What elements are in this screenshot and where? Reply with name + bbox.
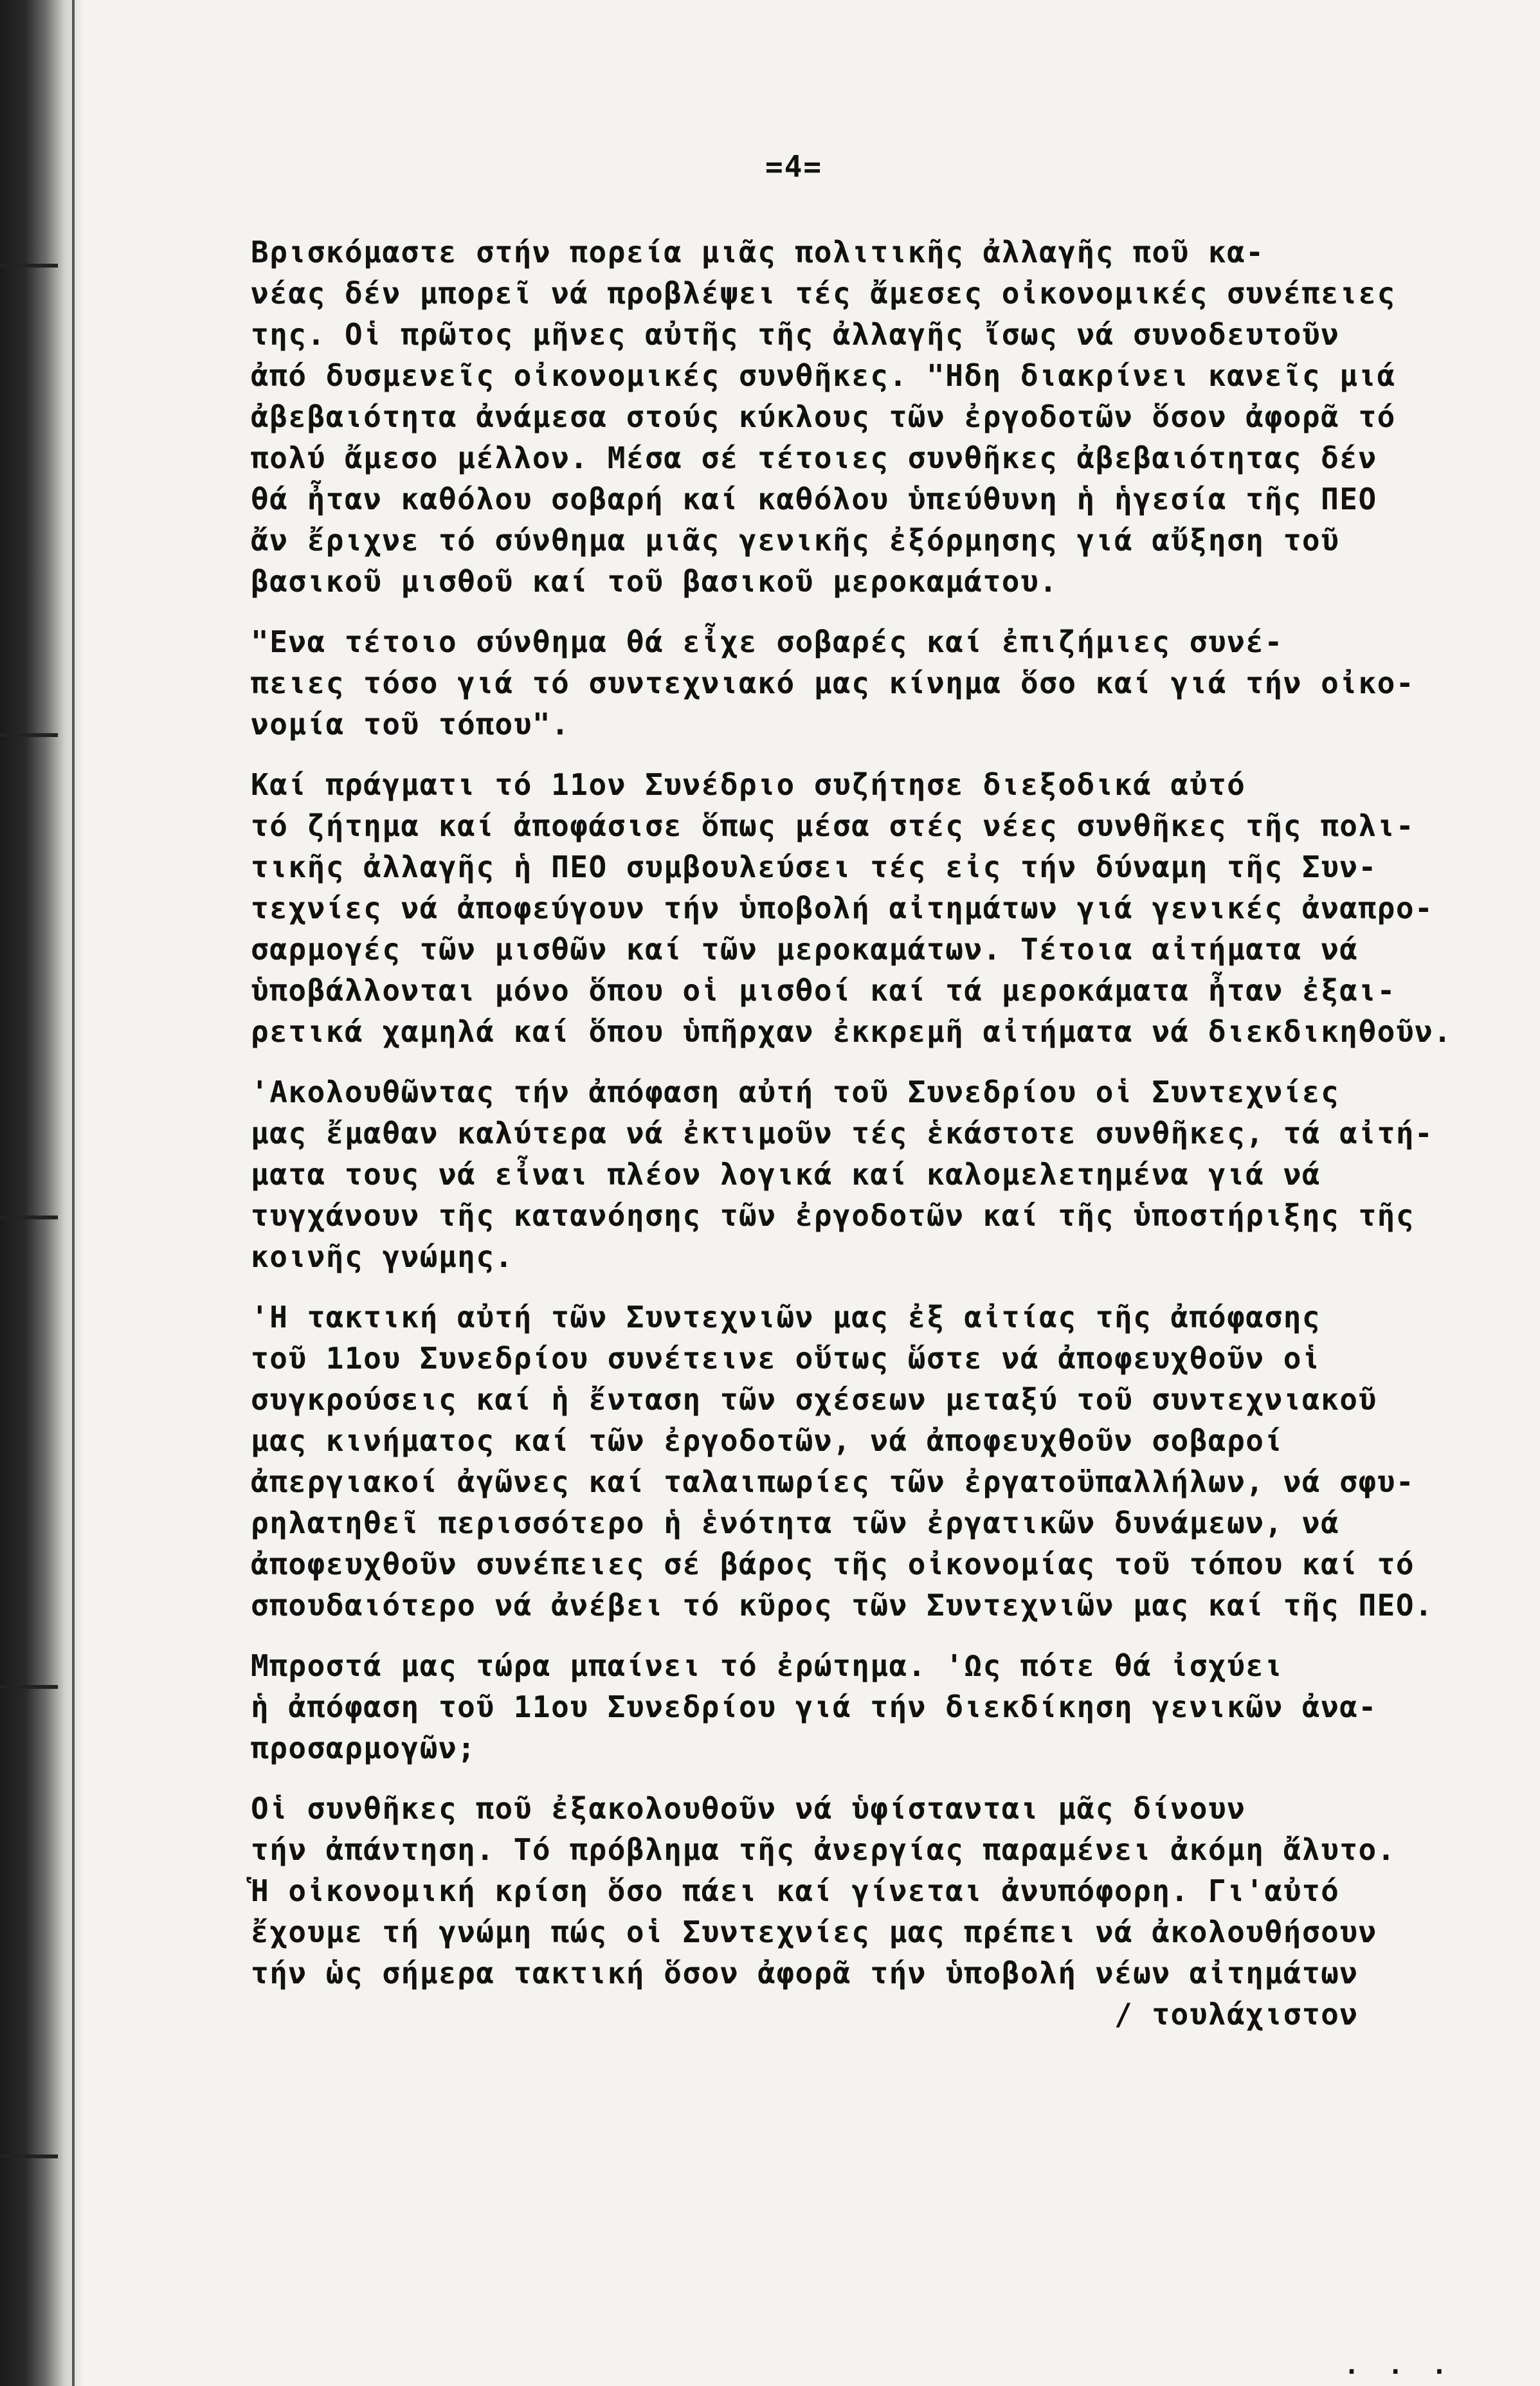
paragraph	[251, 1071, 1485, 1277]
binding-mark	[0, 264, 58, 268]
continuation-dots: . . .	[1344, 2351, 1454, 2380]
text-line: ἀποφευχθοῦν συνέπειες σέ βάρος τῆς οἰκονομίας τοῦ τόπου καί τό	[251, 1547, 1415, 1581]
text-line: ρετικά χαμηλά καί ὅπου ὑπῆρχαν ἐκκρεμῆ αἰτήματα νά διεκδικηθοῦν.	[251, 1014, 1453, 1049]
paragraph	[251, 232, 1485, 602]
text-line: κοινῆς γνώμης.	[251, 1239, 514, 1274]
text-line: τυγχάνουν τῆς κατανόησης τῶν ἐργοδοτῶν καί τῆς ὑποστήριξης τῆς	[251, 1198, 1415, 1233]
text-line: 'Η τακτική αὐτή τῶν Συντεχνιῶν μας ἐξ αἰτίας τῆς ἀπόφασης	[251, 1300, 1321, 1334]
text-line: ἀπεργιακοί ἀγῶνες καί ταλαιπωρίες τῶν ἐργατοϋπαλλήλων, νά σφυ-	[251, 1464, 1415, 1499]
text-line: προσαρμογῶν;	[251, 1731, 476, 1765]
paragraph	[251, 764, 1485, 1052]
text-line: βασικοῦ μισθοῦ καί τοῦ βασικοῦ μεροκαμάτου.	[251, 564, 1058, 599]
text-line: ὑποβάλλονται μόνο ὅπου οἱ μισθοί καί τά μεροκάματα ἦταν ἐξαι-	[251, 973, 1396, 1008]
text-line: Καί πράγματι τό 11ον Συνέδριο συζήτησε διεξοδικά αὐτό	[251, 767, 1246, 802]
text-line: μας ἔμαθαν καλύτερα νά ἐκτιμοῦν τές ἑκάστοτε συνθῆκες, τά αἰτή-	[251, 1116, 1434, 1151]
paragraph	[251, 1297, 1485, 1626]
text-line: θά ἦταν καθόλου σοβαρή καί καθόλου ὑπεύθυνη ἡ ἡγεσία τῆς ΠΕΟ	[251, 482, 1377, 516]
text-line: τεχνίες νά ἀποφεύγουν τήν ὑποβολή αἰτημάτων γιά γενικές ἀναπρο-	[251, 891, 1434, 925]
text-line: τήν ἀπάντηση. Τό πρόβλημα τῆς ἀνεργίας παραμένει ἀκόμη ἄλυτο.	[251, 1832, 1396, 1867]
document-body	[251, 232, 1485, 2035]
paragraph	[251, 1788, 1485, 2035]
text-line: 'Ακολουθῶντας τήν ἀπόφαση αὐτή τοῦ Συνεδρίου οἱ Συντεχνίες	[251, 1075, 1340, 1109]
text-line: ἔχουμε τή γνώμη πώς οἱ Συντεχνίες μας πρέπει νά ἀκολουθήσουν	[251, 1915, 1377, 1949]
binding-mark	[0, 1216, 58, 1219]
binding-mark	[0, 1685, 58, 1689]
binding-line	[72, 0, 75, 2386]
text-line: μας κινήματος καί τῶν ἐργοδοτῶν, νά ἀποφευχθοῦν σοβαροί	[251, 1423, 1283, 1458]
text-line: / τουλάχιστον	[251, 1997, 1359, 2032]
binding-mark	[0, 2154, 58, 2158]
text-line: πολύ ἄμεσο μέλλον. Μέσα σέ τέτοιες συνθῆκες ἀβεβαιότητας δέν	[251, 441, 1377, 475]
text-line: Ἡ οἰκονομική κρίση ὅσο πάει καί γίνεται ἀνυπόφορη. Γι'αὐτό	[251, 1873, 1340, 1908]
text-line: πειες τόσο γιά τό συντεχνιακό μας κίνημα ὅσο καί γιά τήν οἰκο-	[251, 666, 1415, 700]
text-line: Βρισκόμαστε στήν πορεία μιᾶς πολιτικῆς ἀλλαγῆς ποῦ κα-	[251, 235, 1265, 269]
text-line: τικῆς ἀλλαγῆς ἡ ΠΕΟ συμβουλεύσει τές εἰς τήν δύναμη τῆς Συν-	[251, 850, 1377, 884]
text-line: νομία τοῦ τόπου".	[251, 707, 570, 742]
text-line: Μπροστά μας τώρα μπαίνει τό ἐρώτημα. 'Ως πότε θά ἰσχύει	[251, 1648, 1283, 1683]
text-line: ἀβεβαιότητα ἀνάμεσα στούς κύκλους τῶν ἐργοδοτῶν ὅσον ἀφορᾶ τό	[251, 399, 1396, 434]
text-line: συγκρούσεις καί ἡ ἔνταση τῶν σχέσεων μεταξύ τοῦ συντεχνιακοῦ	[251, 1382, 1377, 1417]
page-number: =4=	[765, 149, 823, 184]
text-line: νέας δέν μπορεῖ νά προβλέψει τές ἄμεσες οἰκονομικές συνέπειες	[251, 276, 1396, 311]
binding-mark	[0, 733, 58, 737]
text-line: "Ενα τέτοιο σύνθημα θά εἶχε σοβαρές καί ἐπιζήμιες συνέ-	[251, 624, 1283, 659]
text-line: της. Οἱ πρῶτος μῆνες αὐτῆς τῆς ἀλλαγῆς ἴσως νά συνοδευτοῦν	[251, 317, 1340, 352]
text-line: σαρμογές τῶν μισθῶν καί τῶν μεροκαμάτων. Τέτοια αἰτήματα νά	[251, 932, 1359, 967]
text-line: ρηλατηθεῖ περισσότερο ἡ ἑνότητα τῶν ἐργατικῶν δυνάμεων, νά	[251, 1506, 1340, 1540]
scan-binding-edge	[0, 0, 84, 2386]
paragraph	[251, 1645, 1485, 1769]
text-line: σπουδαιότερο νά ἀνέβει τό κῦρος τῶν Συντεχνιῶν μας καί τῆς ΠΕΟ.	[251, 1588, 1434, 1623]
text-line: τό ζήτημα καί ἀποφάσισε ὅπως μέσα στές νέες συνθῆκες τῆς πολι-	[251, 808, 1415, 843]
text-line: τοῦ 11ου Συνεδρίου συνέτεινε οὕτως ὥστε νά ἀποφευχθοῦν οἱ	[251, 1341, 1321, 1376]
text-line: ματα τους νά εἶναι πλέον λογικά καί καλομελετημένα γιά νά	[251, 1157, 1321, 1192]
paragraph	[251, 621, 1485, 745]
text-line: Οἱ συνθῆκες ποῦ ἐξακολουθοῦν νά ὑφίστανται μᾶς δίνουν	[251, 1791, 1246, 1826]
text-line: ἄν ἔριχνε τό σύνθημα μιᾶς γενικῆς ἐξόρμησης γιά αὔξηση τοῦ	[251, 523, 1340, 558]
text-line: ἡ ἀπόφαση τοῦ 11ου Συνεδρίου γιά τήν διεκδίκηση γενικῶν ἀνα-	[251, 1689, 1377, 1724]
text-line: ἀπό δυσμενεῖς οἰκονομικές συνθῆκες. "Ηδη διακρίνει κανεῖς μιά	[251, 358, 1396, 393]
text-line: τήν ὡς σήμερα τακτική ὅσον ἀφορᾶ τήν ὑποβολή νέων αἰτημάτων	[251, 1956, 1359, 1990]
